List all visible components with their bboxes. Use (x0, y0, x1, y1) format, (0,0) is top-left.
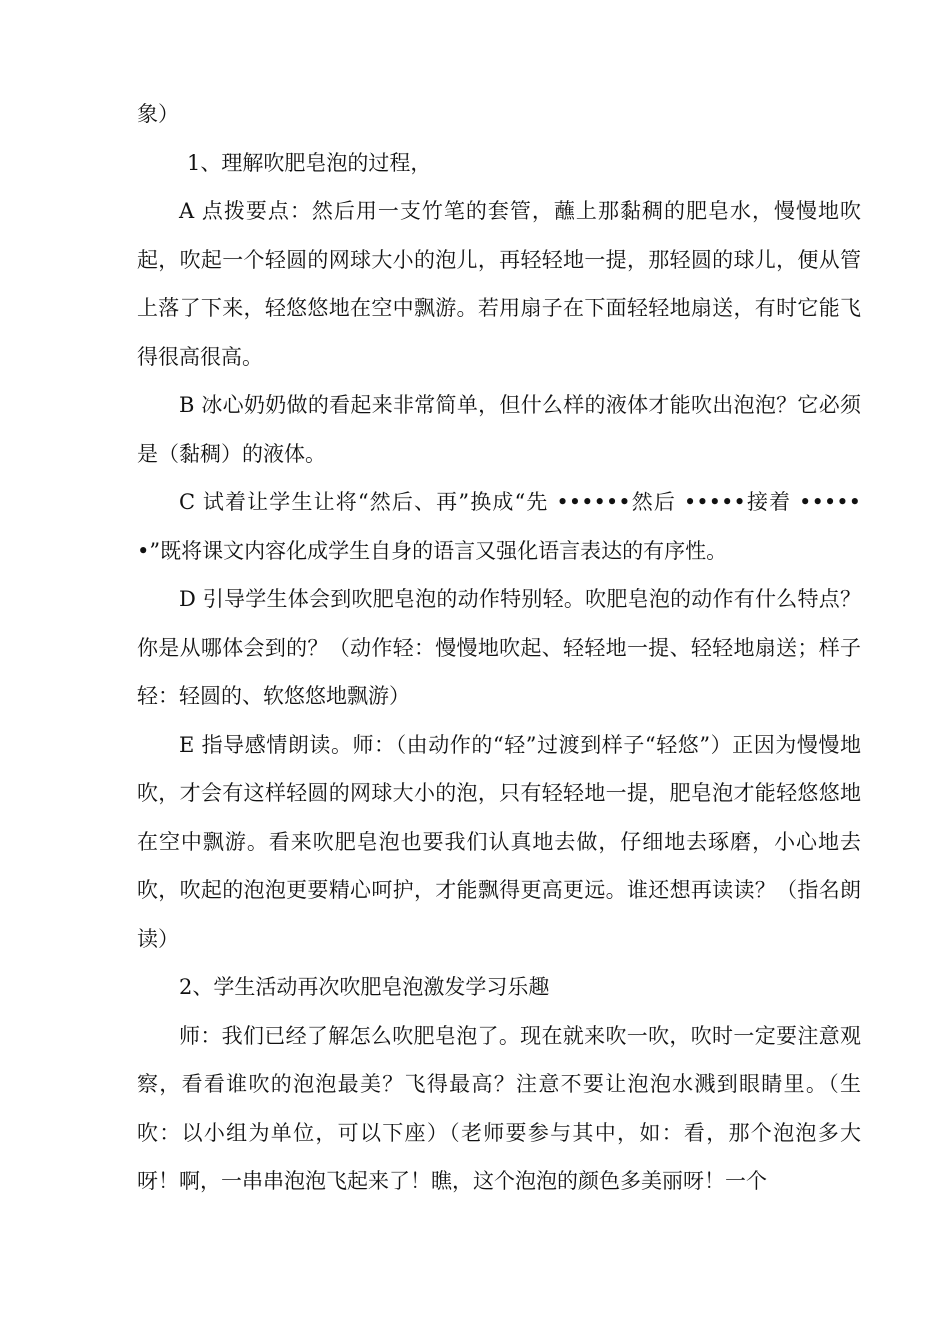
section-heading-2: 2、学生活动再次吹肥皂泡激发学习乐趣 (179, 975, 550, 999)
section-heading-1: 1、理解吹肥皂泡的过程， (187, 150, 432, 175)
paragraph-teacher: 师：我们已经了解怎么吹肥皂泡了。现在就来吹一吹，吹时一定要注意观察，看看谁吹的泡泡最美？飞得最高？注意不要让泡泡水溅到眼睛里。（生吹：以小组为单位，可以下座）（老师要参与其中，如：看，那个泡泡多大呀！啊，一串串泡泡飞起来了！瞧，这个泡泡的颜色多美丽呀！一个 (137, 1023, 861, 1193)
paragraph-b: B 冰心奶奶做的看起来非常简单，但什么样的液体才能吹出泡泡？它必须是（黏稠）的液体。 (137, 393, 861, 466)
paragraph-d: D 引导学生体会到吹肥皂泡的动作特别轻。吹肥皂泡的动作有什么特点？你是从哪体会到的？（动作轻：慢慢地吹起、轻轻地一提、轻轻地扇送；样子轻：轻圆的、软悠悠地飘游） (137, 587, 861, 708)
paragraph-a: A 点拨要点：然后用一支竹笔的套管，蘸上那黏稠的肥皂水，慢慢地吹起，吹起一个轻圆的网球大小的泡儿，再轻轻地一提，那轻圆的球儿，便从管上落了下来，轻悠悠地在空中飘游。若用扇子在下面轻轻地扇送，有时它能飞得很高很高。 (137, 199, 861, 369)
paragraph-continuation: 象） (137, 102, 179, 126)
document-body (137, 90, 861, 1206)
paragraph-c: C 试着让学生让将“然后、再”换成“先 ••••••然后 •••••接着 ••••••”既将课文内容化成学生自身的语言又强化语言表达的有序性。 (137, 490, 861, 563)
paragraph-e: E 指导感情朗读。师：（由动作的“轻”过渡到样子“轻悠”）正因为慢慢地吹，才会有这样轻圆的网球大小的泡，只有轻轻地一提，肥皂泡才能轻悠悠地在空中飘游。看来吹肥皂泡也要我们认真地去做，仔细地去琢磨，小心地去吹，吹起的泡泡更要精心呵护，才能飘得更高更远。谁还想再读读？（指名朗读） (137, 732, 861, 951)
